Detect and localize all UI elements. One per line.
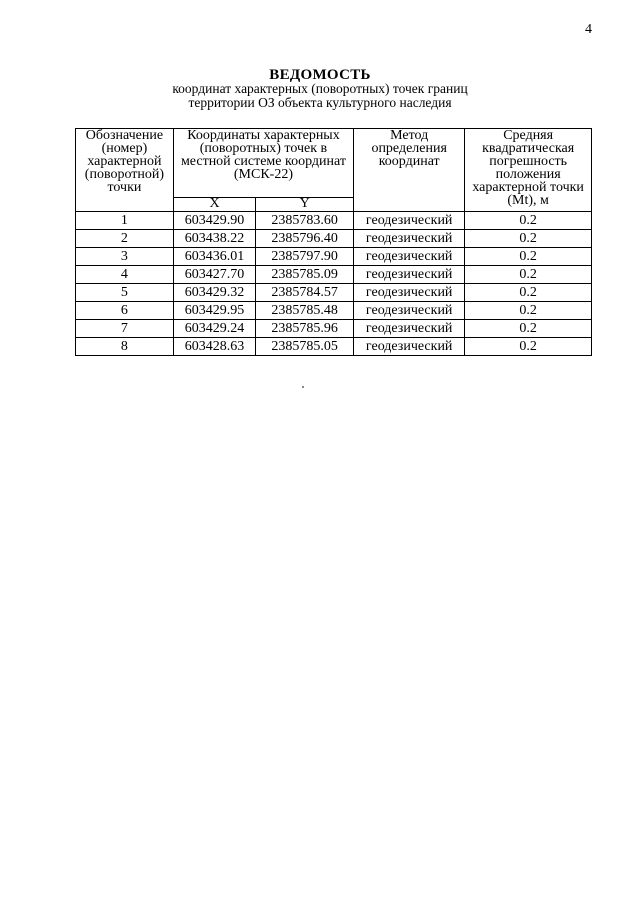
table-row — [76, 284, 592, 302]
cell-error: 0.2 — [465, 266, 592, 284]
document-subtitle-line-1: координат характерных (поворотных) точек границ — [172, 81, 468, 96]
cell-number: 6 — [76, 302, 174, 320]
cell-x: 603429.90 — [173, 212, 255, 230]
cell-method: геодезический — [354, 284, 465, 302]
cell-x: 603438.22 — [173, 230, 255, 248]
cell-number: 2 — [76, 230, 174, 248]
document-subtitle-line-2: территории ОЗ объекта культурного наследия — [188, 95, 452, 110]
cell-method: геодезический — [354, 248, 465, 266]
cell-method: геодезический — [354, 320, 465, 338]
cell-x: 603427.70 — [173, 266, 255, 284]
coordinates-table — [75, 128, 592, 356]
cell-number: 8 — [76, 338, 174, 356]
cell-x: 603429.24 — [173, 320, 255, 338]
cell-error: 0.2 — [465, 284, 592, 302]
cell-x: 603429.95 — [173, 302, 255, 320]
header-x: X — [173, 198, 255, 212]
cell-number: 1 — [76, 212, 174, 230]
cell-method: геодезический — [354, 266, 465, 284]
cell-x: 603436.01 — [173, 248, 255, 266]
cell-number: 7 — [76, 320, 174, 338]
cell-error: 0.2 — [465, 338, 592, 356]
cell-method: геодезический — [354, 338, 465, 356]
cell-number: 3 — [76, 248, 174, 266]
cell-error: 0.2 — [465, 302, 592, 320]
table-row — [76, 212, 592, 230]
cell-y: 2385783.60 — [256, 212, 354, 230]
cell-error: 0.2 — [465, 320, 592, 338]
header-coordinates: Координаты характерных (поворотных) точек в местной системе координат (МСК-22) — [173, 129, 353, 198]
header-y: Y — [256, 198, 354, 212]
cell-y: 2385785.48 — [256, 302, 354, 320]
cell-number: 5 — [76, 284, 174, 302]
cell-y: 2385785.05 — [256, 338, 354, 356]
header-method: Метод определения координат — [354, 129, 465, 212]
cell-y: 2385784.57 — [256, 284, 354, 302]
cell-number: 4 — [76, 266, 174, 284]
header-error: Средняя квадратическая погрешность положения характерной точки (Mt), м — [465, 129, 592, 212]
document-heading — [0, 68, 640, 110]
table-row — [76, 320, 592, 338]
cell-y: 2385796.40 — [256, 230, 354, 248]
cell-method: геодезический — [354, 230, 465, 248]
cell-x: 603428.63 — [173, 338, 255, 356]
cell-error: 0.2 — [465, 230, 592, 248]
table-row — [76, 248, 592, 266]
cell-y: 2385797.90 — [256, 248, 354, 266]
scan-speck — [302, 386, 304, 388]
table-row — [76, 302, 592, 320]
cell-method: геодезический — [354, 212, 465, 230]
header-point-number: Обозначение (номер) характерной (поворотной) точки — [76, 129, 174, 212]
cell-error: 0.2 — [465, 248, 592, 266]
cell-x: 603429.32 — [173, 284, 255, 302]
cell-y: 2385785.96 — [256, 320, 354, 338]
page-number: 4 — [585, 22, 592, 37]
table-row — [76, 266, 592, 284]
cell-error: 0.2 — [465, 212, 592, 230]
table-row — [76, 230, 592, 248]
cell-y: 2385785.09 — [256, 266, 354, 284]
cell-method: геодезический — [354, 302, 465, 320]
document-title: ВЕДОМОСТЬ — [269, 67, 371, 83]
table-row — [76, 338, 592, 356]
